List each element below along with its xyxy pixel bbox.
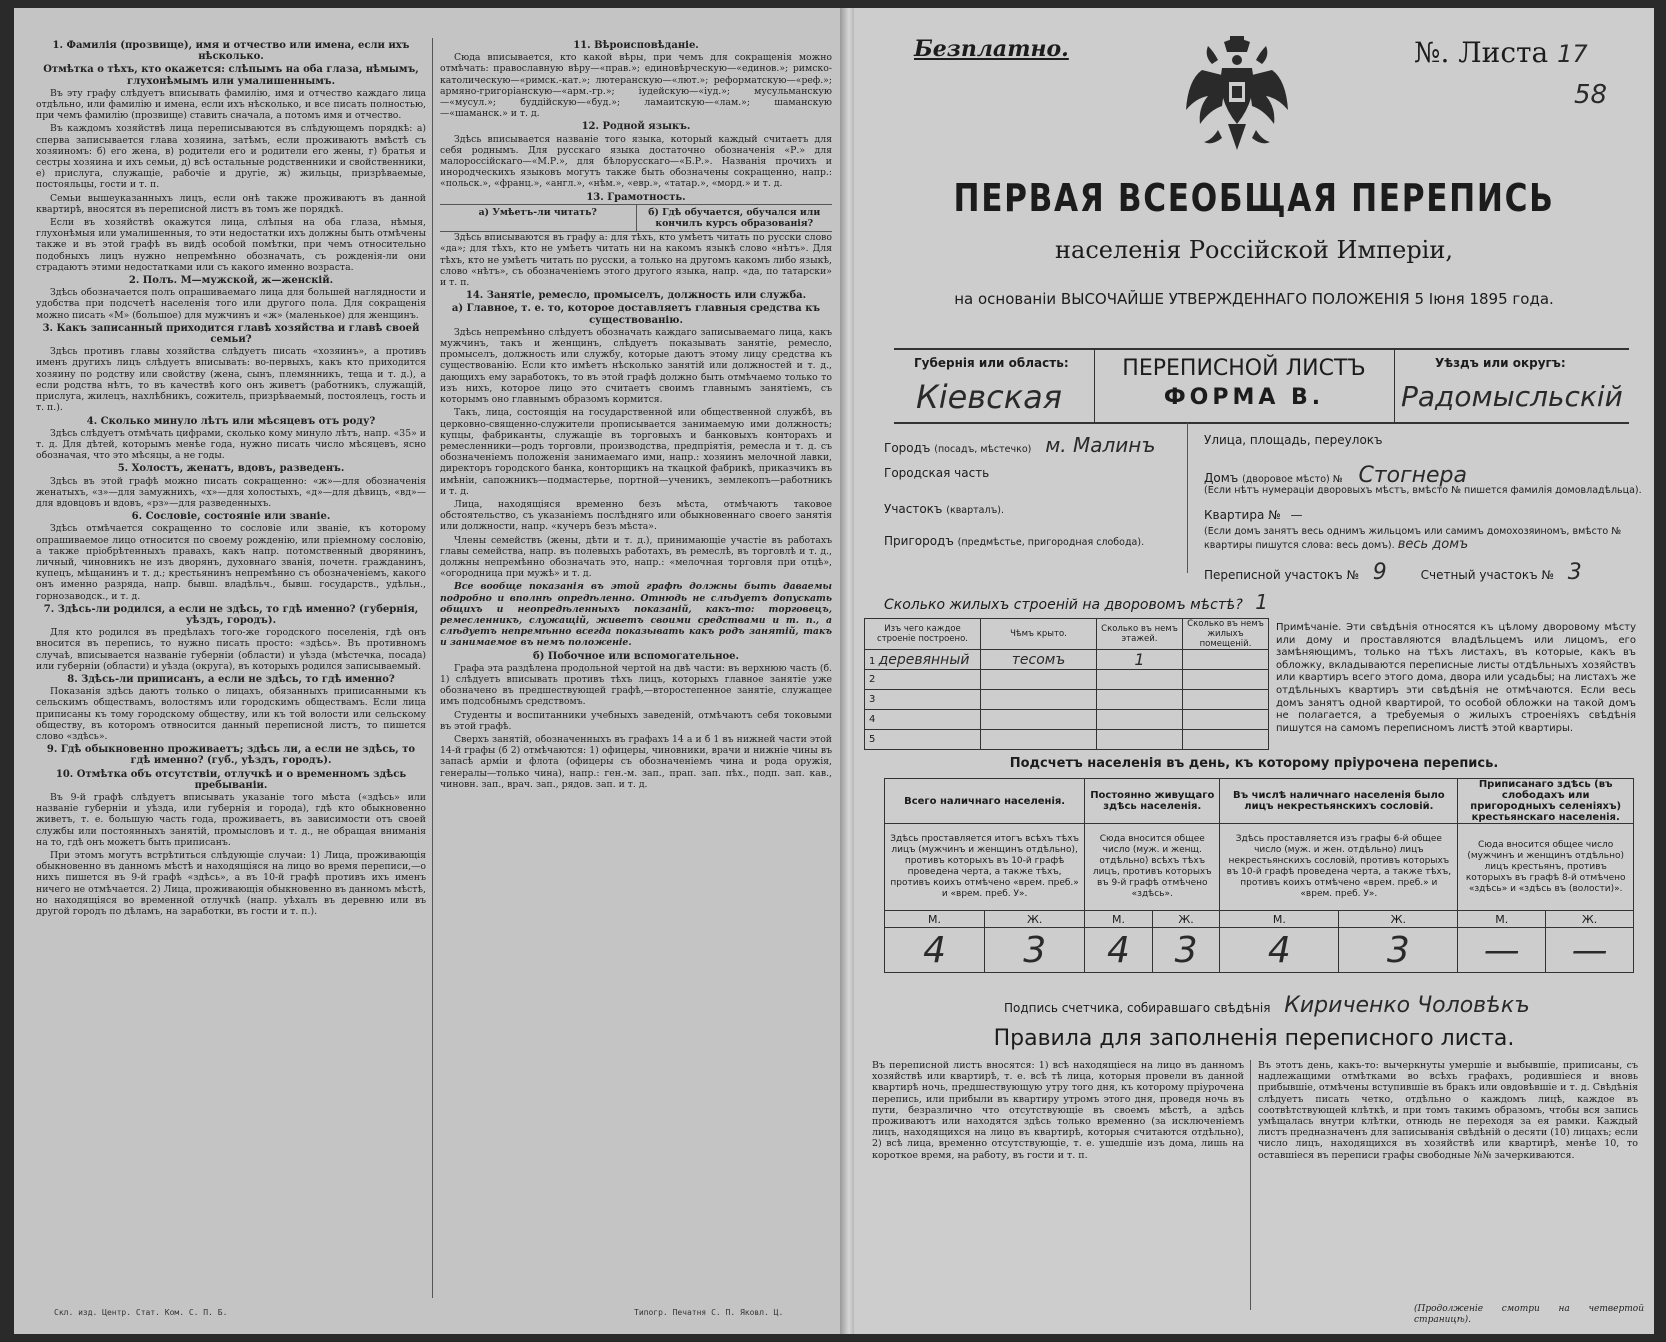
count-value: 3 (1152, 928, 1220, 973)
section-heading: 10. Отмѣтка объ отсутствіи, отлучкѣ и о временномъ здѣсь пребываніи. (55, 768, 407, 791)
paragraph: При этомъ могутъ встрѣтиться слѣдующіе случаи: 1) Лица, проживающія обыкновенно въ данномъ мѣстѣ и находящіяся на лицо во время переписи,—о нихъ пишется въ 9-й графѣ «здѣсь», а въ 10-й графѣ противъ ихъ именъ ничего не отмѣчается. 2) Лица, проживающія обыкновенно въ данномъ мѣстѣ, но находящіяся во временной отлучкѣ (напр. уѣхалъ въ деревню или въ другой городъ по дѣламъ, на заработки, въ гости и т. п.). (36, 850, 426, 918)
section-heading: 4. Сколько минуло лѣтъ или мѣсяцевъ отъ роду? (86, 415, 376, 427)
census-area-value: 9 (1372, 560, 1387, 585)
male-label: М. (1220, 911, 1339, 928)
section-heading: 2. Полъ. М—мужской, ж—женскій. (128, 275, 334, 287)
paragraph: Въ каждомъ хозяйствѣ лица переписываются въ слѣдующемъ порядкѣ: а) сперва записывается глава хозяина, затѣмъ, если проживаютъ вмѣстѣ съ хозяиномъ: б) его жена, в) родители его и родители его жены, г) братья и сестры хозяина и ихъ семьи, д) всѣ остальные родственники и свойственники, е) прислуга, служащіе, рабочіе и другіе, ж) жильцы, призрѣваемые, постояльцы, гости и т. п. (36, 123, 426, 191)
enumerator-signature: Подпись счетчика, собиравшаго свѣдѣнія Кириченко Чоловѣкъ (1004, 993, 1530, 1018)
paragraph: Графа эта раздѣлена продольной чертой на двѣ части: въ верхнюю часть (б. 1) слѣдуетъ вписывать противъ тѣхъ лицъ, которыхъ главное занятіе уже обозначено въ предшествующей графѣ,—второстепенное занятіе, служащее имъ подсобнымъ средствомъ. (440, 662, 832, 708)
count-header-permanent: Постоянно живущаго здѣсь населенія. (1085, 779, 1220, 824)
count-description: Здѣсь проставляется изъ графы 6-й общее число (муж. и жен. отдѣльно) лицъ некрестьянскихъ сословій, противъ которыхъ въ 10-й графѣ проведена черта, а также тѣхъ, противъ коихъ отмѣчено «врем. преб.» и «врем. преб. У». (1220, 824, 1458, 911)
count-value: — (1458, 928, 1546, 973)
buildings-question: Сколько жилыхъ строеній на дворовомъ мѣстѣ? 1 (884, 590, 1269, 614)
female-label: Ж. (985, 911, 1085, 928)
paragraph: Сверхъ занятій, обозначенныхъ въ графахъ 14 а и б 1 въ нижней части этой 14-й графы (б 2) отмѣчаются: 1) офицеры, чиновники, врачи и нижніе чины въ запасѣ армiи и флота (офицеры съ обозначеніемъ чина и рода оружія, генералы—только чина), напр.: ген.-м. зап., прап. зап. пѣх., подп. зап. кав., чиновн. зап., врач. зап., рядов. зап. и т. д. (440, 733, 832, 790)
apartment-field: Квартира № — (1204, 508, 1303, 522)
buildings-header-roof: Чѣмъ крыто. (981, 619, 1097, 650)
district-label: Уѣздъ или округъ: (1435, 356, 1566, 370)
section-heading: 8. Здѣсь-ли приписанъ, а если не здѣсь, то гдѣ именно? (67, 673, 395, 685)
count-description: Здѣсь проставляется итогъ всѣхъ тѣхъ лицъ (мужчинъ и женщинъ отдѣльно), противъ которыхъ въ 10-й графѣ проведена черта, а также тѣхъ, противъ коихъ отмѣчено «врем. преб.» и «врем. преб. У». (885, 824, 1085, 911)
census-title: ПЕРВАЯ ВСЕОБЩАЯ ПЕРЕПИСЬ (953, 176, 1555, 220)
section-heading: 13. Грамотность. (586, 191, 686, 203)
table-row: 4 (865, 710, 1269, 730)
census-sheet (14, 8, 1654, 1334)
counting-area-value: 3 (1567, 560, 1582, 585)
rules-column-left: Въ переписной листъ вносятся: 1) всѣ находящіеся на лицо въ данномъ хозяйствѣ или квартирѣ, т. е. всѣ тѣ лица, которыя провели въ данной квартирѣ ночь, предшествующую утру того дня, къ которому пріурочена перепись, или прибыли въ квартиру утромъ этого дня, проведя ночь въ пути, безразлично что отсутствующіе въ своемъ мѣстѣ, а здѣсь проживаютъ или находятся здѣсь только временно (за исключеніемъ лицъ, находящихся на лицо въ квартирѣ, которыя считаются отдѣльно), 2) всѣ лица, временно отсутствующіе, т. е. ушедшіе изъ дома, лишь на короткое время, на работу, въ гости и т. п. (872, 1060, 1244, 1161)
male-label: М. (1085, 911, 1153, 928)
imperial-eagle-icon (1182, 30, 1292, 160)
city-field: Городъ (посадъ, мѣстечко) м. Малинъ (884, 433, 1156, 457)
buildings-header-rooms: Сколько въ немъ жилыхъ помещеній. (1183, 619, 1269, 650)
table-row: 3 (865, 690, 1269, 710)
province-label: Губернія или область: (914, 356, 1069, 370)
census-area-field: Переписной участокъ № 9 Счетный участокъ № 3 (1204, 560, 1582, 585)
printer-note: Типогр. Печатня С. П. Яковл. Ц. (634, 1308, 784, 1317)
census-form-page (854, 8, 1654, 1334)
table-row: 5 (865, 730, 1269, 750)
form-title: ПЕРЕПИСНОЙ ЛИСТЪ (1122, 356, 1366, 381)
paragraph: Показанія здѣсь даютъ только о лицахъ, обязанныхъ приписанными къ сельскимъ обществамъ, волостямъ или городскимъ обществамъ. Если лица приписаны къ тому городскому обществу, или къ той волости или сельскому обществу, въ которомъ отвносится данный переписной листъ, то пишется слово «здѣсь». (36, 686, 426, 742)
count-table-sex-row (885, 911, 1634, 928)
count-description: Сюда вносится общее число (мужчинъ и женщинъ отдѣльно) лицъ крестьянъ, противъ которыхъ въ графѣ 8-й отмѣчено «здѣсь» и «здѣсь въ (волости)». (1458, 824, 1634, 911)
section-heading: 12. Родной языкъ. (581, 121, 691, 133)
paragraph: Студенты и воспитанники учебныхъ заведеній, отмѣчаютъ себя токовыми въ этой графѣ. (440, 709, 832, 732)
paragraph: Въ эту графу слѣдуетъ вписывать фамилію, имя и отчество каждаго лица отдѣльно, или фамилію и имена, если ихъ нѣсколько, и все писать полностью, при чемъ фамилію (прозвище) ставить сначала, а потомъ имя и отчество. (36, 87, 426, 122)
sheet-number (1414, 36, 1588, 69)
paragraph: Для кто родился въ предѣлахъ того-же городского поселенія, гдѣ онъ вносится въ перепись, то нужно писать просто: «здѣсь». Въ противномъ случаѣ, вписывается названіе губерніи (области) и уѣзда (мѣстечка, посада) или губерніи (области) и уѣзда (округа), въ которыхъ родился записываемый. (36, 627, 426, 672)
rules-divider (1250, 1060, 1251, 1310)
house-note: (Если нѣтъ нумераціи дворовыхъ мѣстъ, вмѣсто № пишется фамилія домовладѣльца). (1204, 485, 1642, 496)
count-table-values (885, 928, 1634, 973)
buildings-table (864, 618, 1269, 750)
paragraph: Здѣсь обозначается полъ опрашиваемаго лица для большей наглядности и удобства при подсчетѣ населенія того или другого пола. Для сокращенія можно писать «М» (большое) для мужчинъ и «ж» (маленькое) для женщинъ. (36, 287, 426, 321)
building-roof: тесомъ (981, 650, 1097, 670)
sheet-number-extra: 58 (1574, 80, 1608, 110)
section-heading: 1. Фамилія (прозвище), имя и отчество или имена, если ихъ нѣсколько. (52, 40, 410, 63)
section-heading: 14. Занятіе, ремесло, промыселъ, должность или служба. (465, 290, 807, 302)
house-value: Стогнера (1358, 463, 1467, 488)
count-table-descriptions (885, 824, 1634, 911)
instructions-column-1 (36, 38, 426, 1288)
district-cell (1394, 350, 1630, 422)
table-row: 1 деревянный тесомъ 1 (865, 650, 1269, 670)
section-heading: 7. Здѣсь-ли родился, а если не здѣсь, то гдѣ именно? (губернія, уѣздъ, городъ). (43, 603, 419, 626)
paragraph-bold: Все вообще показанія въ этой графѣ должны быть даваемы подробно и вполнѣ опредѣленно. Отнюдь не слѣдуетъ допускать общихъ и неопредѣленныхъ показаній, какъ-то: торговецъ, ремесленникъ, служащій, живетъ своими средствами и т. п., а слѣдуетъ непремѣнно всегда показывать какъ родъ занятій, такъ и занимаемое въ немъ положеніе. (440, 581, 832, 649)
rules-column-right: Въ этотъ день, какъ-то: вычеркнуты умершіе и выбывшіе, приписаны, съ надлежащими отмѣтками во всѣхъ графахъ, родившіеся и вновь прибывшіе, отмѣчены вступившіе въ бракъ или овдовѣвшіе и т. д. Свѣдѣнія слѣдуетъ писать четко, отдѣльно о каждомъ лицѣ, каждое въ соотвѣтствующей клѣткѣ, и при томъ такимъ образомъ, чтобы вся запись умѣщалась внутри клѣтки, отнюдь не переходя за ея рамки. Каждый листъ предназначенъ для записыванія свѣдѣній о десяти (10) лицахъ; если число лицъ, находящихся въ хозяйствѣ или квартирѣ, менѣе 10, то оставшіеся въ переписи графы свободные №№ зачеркиваются. (1258, 1060, 1638, 1161)
building-floors: 1 (1097, 650, 1183, 670)
section-heading: Отмѣтка о тѣхъ, кто окажется: слѣпымъ на оба глаза, нѣмымъ, глухонѣмымъ или умалишеннымъ. (43, 64, 419, 87)
free-label: Безплатно. (914, 36, 1069, 62)
table-row: 2 (865, 670, 1269, 690)
buildings-note: Примѣчаніе. Эти свѣдѣнія относятся къ цѣлому дворовому мѣсту или дому и проставляются владѣльцемъ или лицомъ, его замѣняющимъ, только на тѣхъ листахъ, въ которые, какъ въ обложку, вкладываются переписные листы отдѣльныхъ хозяйствъ или квартиръ всего этого дома, двора или усадьбы; на листахъ же отдѣльныхъ квартиръ эти свѣдѣнія не отмѣчаются. Если весь домъ занятъ одной квартирой, то особой обложки на такой домъ не полагается, а требуемыя о жилыхъ строеніяхъ свѣдѣнія пишутся на самомъ переписномъ листѣ этой квартиры. (1276, 622, 1636, 734)
literacy-subheadings (440, 204, 832, 232)
sheet-number-value: 17 (1557, 40, 1588, 68)
female-label: Ж. (1152, 911, 1220, 928)
building-material: деревянный (878, 651, 970, 668)
male-label: М. (1458, 911, 1546, 928)
census-basis: на основаніи ВЫСОЧАЙШЕ УТВЕРЖДЕННАГО ПОЛОЖЕНІЯ 5 Іюня 1895 года. (954, 290, 1554, 308)
census-subtitle: населенія Россійской Имперіи, (1055, 236, 1453, 264)
section-subheading: б) Побочное или вспомогательное. (532, 650, 740, 662)
male-label: М. (885, 911, 985, 928)
form-letter: ФОРМА В. (1163, 385, 1325, 410)
column-divider (432, 38, 433, 1298)
apartment-note: (Если домъ занятъ весь однимъ жильцомъ или самимъ домохозяиномъ, вмѣсто № квартиры пишутся слова: весь домъ). весь домъ (1204, 526, 1622, 552)
female-label: Ж. (1546, 911, 1634, 928)
buildings-header-floors: Сколько въ немъ этажей. (1097, 619, 1183, 650)
buildings-header-material: Изъ чего каждое строеніе построено. (865, 619, 981, 650)
count-value: 3 (985, 928, 1085, 973)
count-table-header (885, 779, 1634, 824)
paragraph: Лица, находящіяся временно безъ мѣста, отмѣчаютъ таковое обстоятельство, съ указаніемъ послѣдняго или обыкновеннаго своего занятія или должности, напр. «кучеръ безъ мѣста». (440, 498, 832, 533)
house-field: Домъ (дворовое мѣсто) № Стогнера (1204, 463, 1467, 488)
paragraph: Здѣсь непремѣнно слѣдуетъ обозначать каждаго записываемаго лица, какъ мужчинъ, такъ и женщинъ, слѣдуетъ показывать занятіе, ремесло, промыселъ, должность или службу, которые даютъ этому лицу средства къ существованію. Если кто имѣетъ нѣсколько занятій или должностей и т. д., дающихъ ему заработокъ, то въ этой графѣ должно быть отмѣчаемо только то изъ нихъ, которое лицо это считаетъ своимъ главнымъ занятіемъ, съ которымъ оно главнымъ образомъ кормится. (440, 326, 832, 406)
paragraph: Семьи вышеуказанныхъ лицъ, если онѣ также проживаютъ въ данной квартирѣ, вносятся въ переписной листъ въ томъ же порядкѣ. (36, 192, 426, 215)
count-value: 3 (1339, 928, 1458, 973)
instructions-column-2 (440, 38, 832, 1288)
section-heading: 5. Холостъ, женатъ, вдовъ, разведенъ. (117, 463, 345, 475)
province-value: Кіевская (916, 378, 1062, 416)
count-value: 4 (885, 928, 985, 973)
section-heading: 9. Гдѣ обыкновенно проживаетъ; здѣсь ли, а если не здѣсь, то гдѣ именно? (губ., уѣздъ, городъ). (46, 744, 416, 767)
population-count-title: Подсчетъ населенія въ день, къ которому пріурочена перепись. (1009, 756, 1499, 771)
count-header-registered: Приписанаго здѣсь (въ слободахъ или пригородныхъ селеніяхъ) крестьянскаго населенія. (1458, 779, 1634, 824)
paragraph: Члены семействъ (жены, дѣти и т. д.), принимающіе участіе въ работахъ главы семейства, напр. въ полевыхъ работахъ, въ ремеслѣ, въ торговлѣ и т. д., должны непремѣнно обозначать это, напр.: «мелочная торговля при отцѣ», «огородница при мужѣ» и т. д. (440, 534, 832, 580)
paragraph: Если въ хозяйствѣ окажутся лица, слѣпыя на оба глаза, нѣмыя, глухонѣмыя или умалишенныя, то эти недостатки ихъ должны быть отмѣчены также и въ этой графѣ въ видѣ особой помѣтки, при чемъ относительно подобныхъ лицъ нужно непремѣнно обозначать, съ рожденія-ли они страдаютъ этими недостатками или съ какого именно возраста. (36, 217, 426, 273)
province-cell (894, 350, 1095, 422)
rules-title: Правила для заполненія переписного листа. (993, 1026, 1515, 1051)
paragraph: Въ 9-й графѣ слѣдуетъ вписывать указаніе того мѣста («здѣсь» или названіе губерніи и уѣзда, или губернія и города), гдѣ кто обыкновенно живетъ, т. е. большую часть года, проживаетъ, въ зависимости отъ своей службы или постоянныхъ занятій, промысловъ и т. д., не обращая вниманія на то, гдѣ онъ можетъ быть приписанъ. (36, 792, 426, 848)
paragraph: Здѣсь противъ главы хозяйства слѣдуетъ писать «хозяинъ», а противъ именъ другихъ лицъ слѣдуетъ вписывать: во-первыхъ, какъ кто приходится хозяину по родству или свойству (жена, сынъ, племянникъ, теща и т. д.), а если родства нѣтъ, то въ качествѣ кого онъ живетъ (работникъ, служащій, прислуга, жилецъ, нахлѣбникъ, сожитель, призрѣваемый, постоялецъ, гость и т. п.). (36, 346, 426, 414)
district-value: Радомысльскій (1401, 380, 1623, 413)
section-subheading: а) Главное, т. е. то, которое доставляетъ главныя средства къ существованію. (451, 303, 821, 326)
count-value: 4 (1085, 928, 1153, 973)
section-heading: 6. Сословіе, состояніе или званіе. (131, 511, 331, 523)
paragraph: Здѣсь отмѣчается сокращенно то сословіе или званіе, къ которому опрашиваемое лицо относится по своему рожденію, или пріемному сословію, а также пріобрѣтенныхъ правахъ, какъ напр. потомственный дворянинъ, личный, чиновникъ не изъ дворянъ, духовнаго званія, почетн. гражданинъ, купецъ, мѣщанинъ и т. д.; крестьянинъ непремѣнно съ обозначеніемъ, какого онъ именно разряда, напр. бывш. владѣльч., бывш. государств., удѣльн., горнозаводск., и т. д. (36, 523, 426, 602)
paragraph: Здѣсь вписываются въ графу а: для тѣхъ, кто умѣетъ читать по русски слово «да»; для тѣхъ, кто не умѣетъ читать ни на какомъ языкѣ слово «нѣтъ». Для тѣхъ, кто не умѣетъ читать по русски, а только на другомъ какомъ либо языкѣ, слово «нѣтъ», съ обозначеніемъ этого другого языка, напр. «да, по татарски» и т. п. (440, 232, 832, 289)
section-heading: 11. Вѣроисповѣданіе. (573, 40, 699, 51)
paragraph: Здѣсь вписывается названіе того языка, который каждый считаетъ для себя роднымъ. Для русскаго языка достаточно обозначенія «Р.» для малороссійскаго—«М.Р.», для бѣлорусскаго—«Б.Р.». Названія прочихъ и инородческихъ языковъ могутъ также быть обозначены сокращенно, напр.: «польск.», «франц.», «англ.», «нѣм.», «евр.», «татар.», «морд.» и т. д. (440, 133, 832, 190)
city-value: м. Малинъ (1045, 433, 1156, 457)
apartment-note-value: весь домъ (1397, 537, 1469, 552)
count-value: — (1546, 928, 1634, 973)
paragraph: Здѣсь въ этой графѣ можно писать сокращенно: «ж»—для обозначенія женатыхъ, «з»—для замужнихъ, «х»—для холостыхъ, «д»—для дѣвицъ, «вд»—для вдовцовъ и вдовъ, «рз»—для разведенныхъ. (36, 475, 426, 509)
instructions-page (14, 8, 844, 1334)
address-divider (1187, 423, 1188, 573)
signature-value: Кириченко Чоловѣкъ (1284, 993, 1530, 1018)
street-field: Улица, площадь, переулокъ (1204, 433, 1383, 447)
rules-continuation: (Продолженіе смотри на четвертой страницѣ). (1414, 1304, 1644, 1326)
literacy-b-heading: б) Гдѣ обучается, обучался или кончилъ курсъ образованія? (648, 206, 821, 230)
paragraph: Сюда вписывается, кто какой вѣры, при чемъ для сокращенія можно отмѣчать: православную вѣру—«прав.»; единовѣрческую—«единов.»; римско-католическую—«римск.-кат.»; лютеранскую—«лют.»; реформатскую—«реф.»; армяно-григоріанскую—«арм.-гр.»; іудейскую—«іуд.»; мусульманскую—«мусул.»; буддійскую—«буд.»; ламаитскую—«лам.»; шаманскую—«шаманск.» и т. д. (440, 52, 832, 120)
literacy-a-heading: а) Умѣетъ-ли читать? (440, 205, 637, 231)
count-description: Сюда вносится общее число (муж. и женщ. отдѣльно) всѣхъ тѣхъ лицъ, противъ которыхъ въ 9-й графѣ отмѣчено «здѣсь». (1085, 824, 1220, 911)
buildings-value: 1 (1255, 590, 1269, 614)
paragraph: Такъ, лица, состоящія на государственной или общественной службѣ, въ церковно-священно-служители прописывается занимаемую ими должность; купцы, фабриканты, служащіе въ торговыхъ и банковыхъ конторахъ и ремесленники—родъ торговли, производства, предпріятія, ремесла и т. д. съ обозначеніемъ положенія занимаемаго ими, напр.: хозяинъ мелочной лавки, директоръ городского банка, конторщикъ на ткацкой фабрикѣ, приказчикъ въ имѣніи, сапожникъ—подмастерье, портной—ученикъ, землекопъ—работникъ и т. д. (440, 407, 832, 497)
suburb-field: Пригородъ (предмѣстье, пригородная слобода). (884, 534, 1145, 548)
buildings-table-header (865, 619, 1269, 650)
sheet-number-label: №. Листа (1414, 36, 1549, 69)
form-title-cell (1094, 350, 1394, 422)
population-count-table (884, 778, 1634, 973)
printer-note: Скл. изд. Центр. Стат. Ком. С. П. Б. (54, 1308, 228, 1317)
station-field: Участокъ (кварталъ). (884, 502, 1005, 516)
count-header-non-peasant: Въ числѣ наличнаго населенія было лицъ некрестьянскихъ сословій. (1220, 779, 1458, 824)
count-value: 4 (1220, 928, 1339, 973)
paragraph: Здѣсь слѣдуетъ отмѣчать цифрами, сколько кому минуло лѣтъ, напр. «35» и т. д. Для дѣтей, которымъ менѣе года, нужно писать число мѣсяцевъ, ясно обозначая, что это мѣсяцы, а не годы. (36, 427, 426, 462)
header-box (894, 348, 1629, 424)
count-header-present: Всего наличнаго населенія. (885, 779, 1085, 824)
section-heading: 3. Какъ записанный приходится главѣ хозяйства и главѣ своей семьи? (42, 322, 420, 346)
city-part-field: Городская часть (884, 466, 990, 480)
female-label: Ж. (1339, 911, 1458, 928)
